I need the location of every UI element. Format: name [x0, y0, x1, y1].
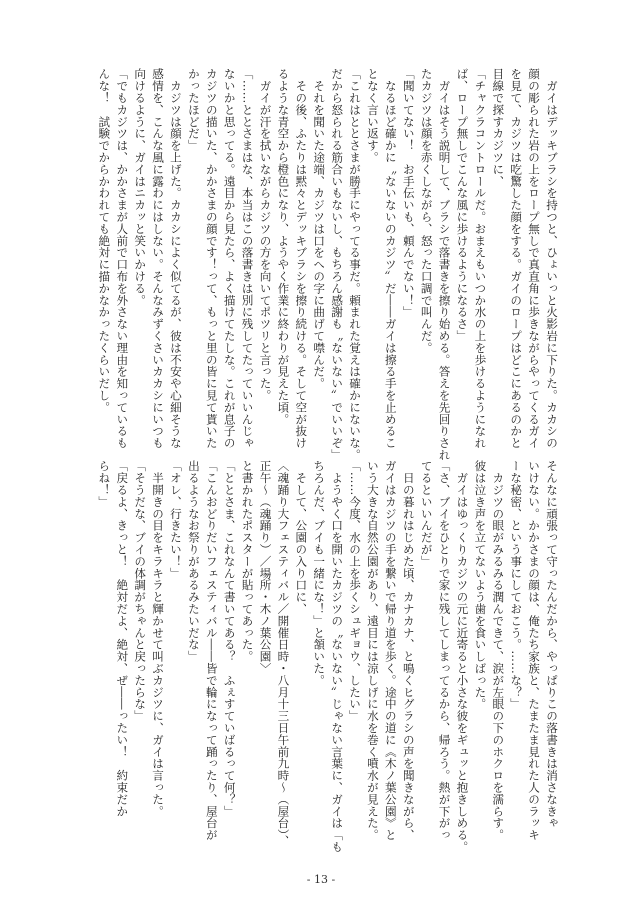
text-column: と書かれたポスターが貼ってあった。 [240, 460, 255, 663]
text-column: 「さ、ブイをひとりで家に残してしまってるから、帰ろう。熱が下がっ [437, 460, 452, 841]
text-column: カジツの眼がみるみる潤んできて、涙が左眼の下のホクロを濡らす。 [491, 460, 506, 841]
text-column: 彼は泣き声を立てないよう歯を食いしばった。 [473, 460, 488, 710]
text-column: 「チャクラコントロールだ。おまえもいつか水の上を歩けるようになれ [473, 68, 488, 449]
text-column: いう大きな自然公園があり、遠目には涼しげに水を巻く噴水が見えた。 [365, 460, 380, 841]
text-column: かったほどだ」 [186, 68, 201, 152]
text-column: カジツは顔を上げた。カカシによく似てるが、彼は不安や心細そうな [168, 68, 183, 449]
text-column: ガイはデッキブラシを持つと、ひょいっと火影岩に下りた。カカシの [545, 68, 559, 449]
text-column: ちろんだ、ブイも一緒にな！」と頷いた。 [312, 460, 327, 687]
text-column: ガイが汗を拭いながらカジツの方を向いてポツリと言った。 [258, 68, 273, 402]
text-column: なるほど確かに〝ないないのカジツ〟だ――ガイは擦る手を止めるこ [383, 68, 398, 449]
text-column: 〈魂踊り大フェスティバル／開催日時・八月十三日午前九時～（屋台）、 [276, 460, 291, 847]
text-column: 正午～（魂踊り）／場所・木ノ葉公園〉 [258, 460, 273, 675]
text-column: いけない。かかさまの顔は、俺たち家族と、たまたま見れた人のラッキ [527, 460, 542, 841]
text-column: 顔の彫られた岩の上をロープ無しで真直角に歩きながらやってくるガイ [527, 68, 542, 449]
text-column: 「オレ、行きたい！」 [168, 460, 183, 579]
page-number: - 13 - [306, 873, 336, 886]
text-column: 「これはととさまが勝手にやってる事だ。頼まれた覚えは確かにないな。 [348, 68, 363, 461]
text-column: 「そうだな、ブイの体調がちゃんと戻ったらな」 [133, 460, 148, 722]
text-column: それを聞いた途端、カジツは口をへの字に曲げて噤んだ。 [312, 68, 327, 390]
text-column: 「……今度、水の上を歩くシュギョウ、したい」 [348, 460, 363, 722]
text-column: ーな秘密、という事にしておこう。……な？」 [509, 460, 524, 710]
text-column: ば、ロープ無しでこんな風に歩けるようになるさ」 [455, 68, 470, 342]
text-column: ないかと思ってる。遠目から見たら、よく描けてたしな。これが息子の [222, 68, 237, 449]
text-column: そんなに頑張って守ったんだから、やっぱりこの落書きは消さなきゃ [545, 460, 559, 829]
text-column: 出るようなお祭りがあるみたいだな」 [186, 460, 201, 663]
text-column: んな！ 試験でからかわれても絶対に描かなかったくらいだし。 [97, 68, 112, 414]
text-column: を見て、カジツは吃驚した顔をする。ガイのロープはどこにあるのかと [509, 68, 524, 449]
text-column: 「ととさま、これなんて書いてある？ ふぇすていばるって何？」 [222, 460, 237, 817]
text-column: 目線で探すカジツに、 [491, 68, 506, 187]
text-column: 感情を、こんな風に露わにはしない。そんなみずくさいカカシにいつも [151, 68, 166, 449]
text-column: 「でもカジツは、かかさまが人前で口布を外さない理由を知っているも [115, 68, 130, 449]
text-column: その後、ふたりは黙々とデッキブラシを擦り続ける。そして空が抜け [294, 68, 309, 449]
text-column: ガイはそう説明して、ブラシで落書きを擦り始める。答えを先回りされ [437, 68, 452, 461]
text-column: 半開きの目をキラキラと輝かせて叫ぶカジツに、ガイは言った。 [151, 460, 166, 817]
upper-text-block [92, 68, 560, 461]
text-column: となく言い返す。 [365, 68, 380, 164]
text-column: ガイはカジツの手を繋いで帰り道を歩く。途中の道に《木ノ葉公園》と [383, 460, 398, 841]
text-column: 日の暮れはじめた頃、カナカナ、と鳴くヒグラシの声を聞きながら、 [401, 460, 416, 841]
text-column: だから怒られる筋合いもないし、もちろん感謝も〝ないない〟でいいぞ」 [330, 68, 345, 461]
text-column: らね！」 [97, 460, 112, 508]
text-column: たカジツは顔を赤くしながら、怒った口調で叫んだ。 [419, 68, 434, 354]
text-column: ようやく口を開いたカジツの〝ないない〟じゃない言葉に、ガイは「も [330, 460, 345, 853]
text-column: 向けるように、ガイはニカッと笑いかける。 [133, 68, 148, 306]
text-column: そして、公園の入り口に、 [294, 460, 309, 615]
text-column: てるといいんだが」 [419, 460, 434, 568]
text-column: 「……ととさまはな、本当はこの落書きは別に残してたっていいんじゃ [240, 68, 255, 449]
text-column: 「戻るよ、きっと！ 絶対だよ、絶対、ぜ――ったい！ 約束だか [115, 460, 130, 817]
text-column: カジツの描いた、かかさまの顔です！って、もっと里の皆に見て貰いた [204, 68, 219, 449]
lower-text-block [92, 460, 560, 855]
text-column: ガイはゆっくりカジツの元に近寄ると小さな彼をギュッと抱きしめる。 [455, 460, 470, 853]
text-column: 「こんおどりだいフェスティバル――皆で輪になって踊ったり、屋台が [204, 460, 219, 841]
text-column: 「聞いてない！ お手伝いも、頼んでない！」 [401, 68, 416, 318]
text-column: るような青空から橙色になり、ようやく作業に終わりが見えた頃。 [276, 68, 291, 425]
